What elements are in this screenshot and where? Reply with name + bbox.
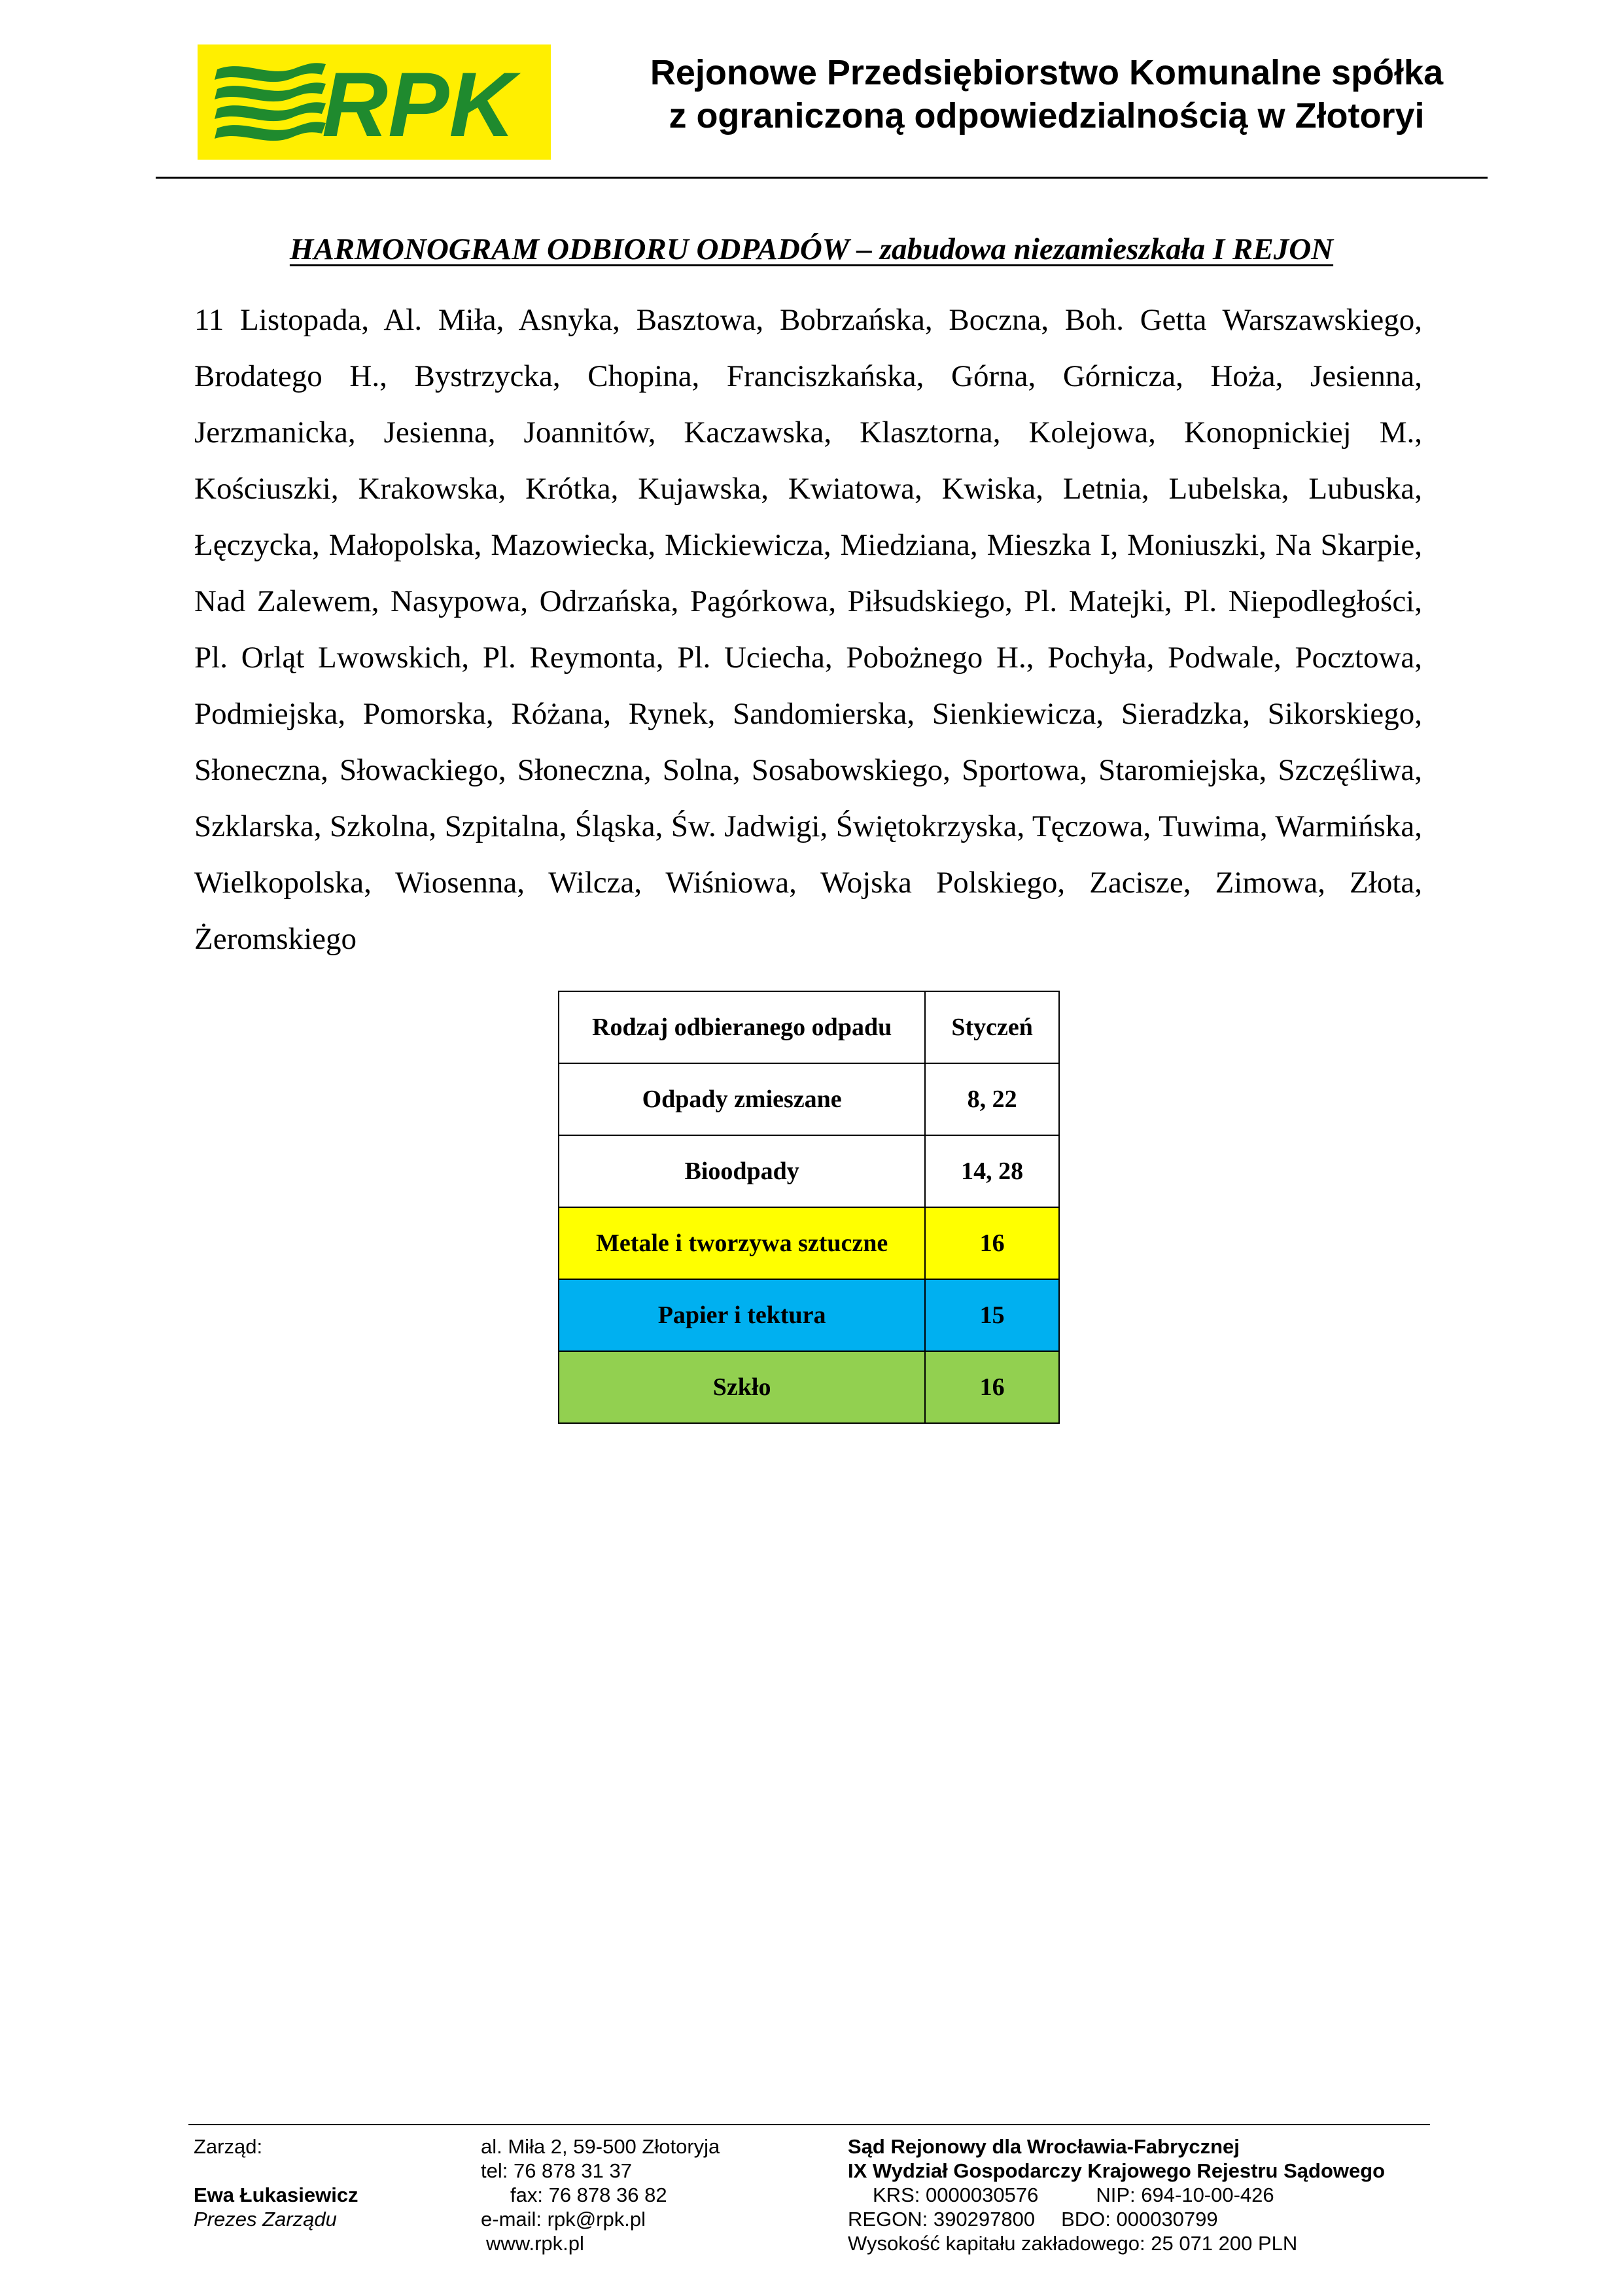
board-label: Zarząd:: [194, 2135, 263, 2158]
company-name: [576, 51, 1518, 137]
logo-text: RPK: [322, 53, 515, 156]
court-name: Sąd Rejonowy dla Wrocławia-Fabrycznej: [848, 2135, 1240, 2158]
table-row: [559, 1279, 1059, 1351]
footer-divider: [188, 2124, 1430, 2125]
email-link[interactable]: e-mail: rpk@rpk.pl: [481, 2208, 646, 2231]
waste-type-cell: Szkło: [559, 1351, 925, 1423]
rpk-logo: [198, 44, 551, 160]
header-month: Styczeń: [925, 991, 1059, 1063]
nip-number: NIP: 694-10-00-426: [1096, 2183, 1274, 2206]
table-row: [559, 1063, 1059, 1135]
company-line-1: Rejonowe Przedsiębiorstwo Komunalne spółka: [650, 53, 1444, 92]
fax: fax: 76 878 36 82: [510, 2183, 667, 2206]
footer: [0, 2134, 1623, 2291]
document-title: HARMONOGRAM ODBIORU ODPADÓW – zabudowa niezamieszkała I REJON: [289, 232, 1334, 266]
dates-cell: 16: [925, 1207, 1059, 1279]
phone: tel: 76 878 31 37: [481, 2159, 632, 2182]
dates-cell: 14, 28: [925, 1135, 1059, 1207]
court-division: IX Wydział Gospodarczy Krajowego Rejestru Sądowego: [848, 2159, 1386, 2182]
company-line-2: z ograniczoną odpowiedzialnością w Złotoryi: [669, 96, 1425, 135]
header-divider: [156, 177, 1488, 179]
dates-cell: 8, 22: [925, 1063, 1059, 1135]
president-name: Ewa Łukasiewicz: [194, 2183, 358, 2206]
waste-type-cell: Bioodpady: [559, 1135, 925, 1207]
address: al. Miła 2, 59-500 Złotoryja: [481, 2135, 720, 2158]
footer-board: [194, 2134, 358, 2231]
website-link[interactable]: www.rpk.pl: [486, 2232, 584, 2255]
waste-type-cell: Papier i tektura: [559, 1279, 925, 1351]
table-header-row: [559, 991, 1059, 1063]
dates-cell: 16: [925, 1351, 1059, 1423]
bdo-number: BDO: 000030799: [1061, 2208, 1218, 2231]
street-list: 11 Listopada, Al. Miła, Asnyka, Basztowa, Bobrzańska, Boczna, Boh. Getta Warszawskiego, Brodatego H., Bystrzycka, Chopina, Franciszkańska, Górna, Górnicza, Hoża, Jesienna, Jerzmanicka, Jesienna, Joannitów, Kaczawska, Klasztorna, Kolejowa, Konopnickiej M., Kościuszki, Krakowska, Krótka, Kujawska, Kwiatowa, Kwiska, Letnia, Lubelska, Lubuska, Łęczycka, Małopolska, Mazowiecka, Mickiewicza, Miedziana, Mieszka I, Moniuszki, Na Skarpie, Nad Zalewem, Nasypowa, Odrzańska, Pagórkowa, Piłsudskiego, Pl. Matejki, Pl. Niepodległości, Pl. Orląt Lwowskich, Pl. Reymonta, Pl. Uciecha, Pobożnego H., Pochyła, Podwale, Pocztowa, Podmiejska, Pomorska, Różana, Rynek, Sandomierska, Sienkiewicza, Sieradzka, Sikorskiego, Słoneczna, Słowackiego, Słoneczna, Solna, Sosabowskiego, Sportowa, Staromiejska, Szczęśliwa, Szklarska, Szkolna, Szpitalna, Śląska, Św. Jadwigi, Świętokrzyska, Tęczowa, Tuwima, Warmińska, Wielkopolska, Wiosenna, Wilcza, Wiśniowa, Wojska Polskiego, Zacisze, Zimowa, Złota, Żeromskiego: [194, 303, 1422, 956]
waste-type-cell: Odpady zmieszane: [559, 1063, 925, 1135]
president-role: Prezes Zarządu: [194, 2208, 337, 2231]
waste-type-cell: Metale i tworzywa sztuczne: [559, 1207, 925, 1279]
header-waste-type: Rodzaj odbieranego odpadu: [559, 991, 925, 1063]
krs-number: KRS: 0000030576: [873, 2183, 1039, 2206]
regon-number: REGON: 390297800: [848, 2208, 1036, 2231]
footer-contact: [481, 2134, 720, 2255]
collection-schedule-table: [558, 991, 1060, 1424]
rpk-wave-icon: [198, 44, 551, 160]
footer-registry: [848, 2134, 1385, 2255]
dates-cell: 15: [925, 1279, 1059, 1351]
table-row: [559, 1135, 1059, 1207]
share-capital: Wysokość kapitału zakładowego: 25 071 200 PLN: [848, 2232, 1298, 2255]
table-row: [559, 1351, 1059, 1423]
table-row: [559, 1207, 1059, 1279]
